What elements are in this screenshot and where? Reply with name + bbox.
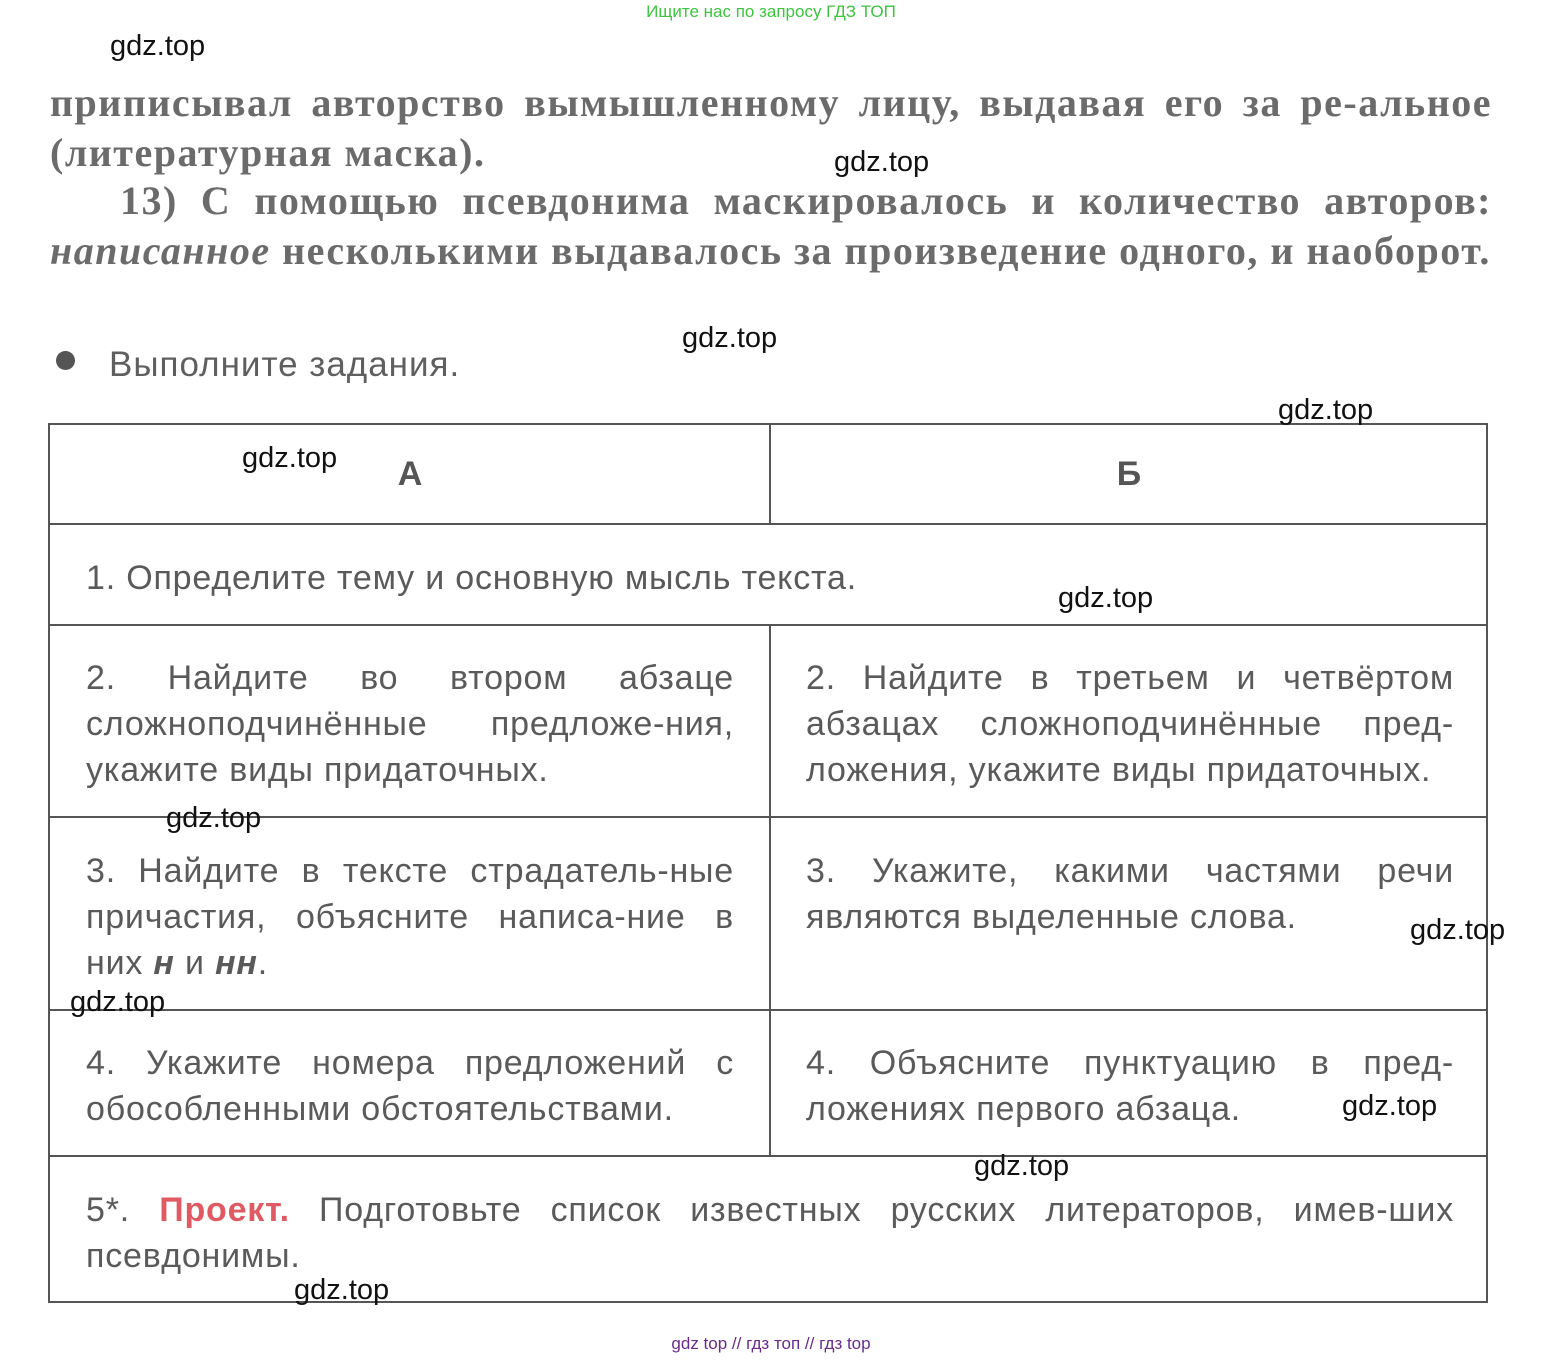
watermark: gdz.top	[1278, 394, 1374, 426]
paragraph-13	[50, 176, 1492, 276]
watermark: gdz.top	[166, 802, 262, 834]
task-4-b: 4. Объясните пунктуацию в пред-ложениях первого абзаца.	[806, 1044, 1454, 1128]
row-divider	[50, 1009, 1486, 1011]
instruction-line	[56, 345, 460, 385]
column-header-b: Б	[1116, 455, 1142, 493]
watermark: gdz.top	[682, 322, 778, 354]
row-divider	[50, 624, 1486, 626]
task-5-text: Подготовьте список известных русских литераторов, имев-ших псевдонимы.	[86, 1191, 1454, 1275]
instruction-text: Выполните задания.	[109, 345, 461, 384]
task-3-a-text: 3. Найдите в тексте страдатель-ные причастия, объясните написа-ние в них	[86, 852, 734, 982]
column-divider	[769, 624, 771, 1155]
italic-word: написанное	[50, 228, 271, 273]
tasks-table	[48, 423, 1488, 1303]
watermark: gdz.top	[974, 1150, 1070, 1182]
row-divider	[50, 523, 1486, 525]
watermark: gdz.top	[834, 146, 930, 178]
task-2-a: 2. Найдите во втором абзаце сложноподчинённые предложе-ния, укажите виды придаточных.	[86, 659, 734, 789]
task-3-a-end: .	[257, 944, 268, 982]
letter-n: н	[153, 944, 175, 982]
task-1: 1. Определите тему и основную мысль текста.	[86, 559, 857, 597]
watermark: gdz.top	[110, 30, 206, 62]
watermark: gdz.top	[242, 442, 338, 474]
task-5-project	[86, 1187, 1454, 1279]
row-divider	[50, 1155, 1486, 1157]
watermark: gdz.top	[294, 1274, 390, 1306]
watermark: gdz.top	[70, 986, 166, 1018]
bullet-icon	[56, 351, 75, 370]
column-header-a: А	[397, 455, 423, 493]
task-4-a: 4. Укажите номера предложений с обособленными обстоятельствами.	[86, 1044, 734, 1128]
project-label: Проект.	[159, 1191, 290, 1229]
letters-nn: нн	[215, 944, 258, 982]
row-divider	[50, 816, 1486, 818]
paragraph-literary-mask	[50, 78, 1492, 178]
paragraph-13-start: 13) С помощью псевдонима маскировалось и количество авторов:	[120, 178, 1492, 223]
task-5-number: 5*.	[86, 1191, 160, 1229]
task-3-a-and: и	[174, 944, 216, 982]
watermark: gdz.top	[1410, 914, 1506, 946]
paragraph-13-end: несколькими выдавалось за произведение одного, и наоборот.	[270, 228, 1491, 273]
task-3-b: 3. Укажите, какими частями речи являются выделенные слова.	[806, 852, 1454, 936]
task-3-a	[86, 848, 734, 986]
paragraph-1-text: приписывал авторство вымышленному лицу, выдавая его за ре-альное (литературная маска).	[50, 80, 1492, 175]
watermark: gdz.top	[1342, 1090, 1438, 1122]
footer-links: gdz top // гдз топ // гдз top	[671, 1334, 871, 1353]
top-banner: Ищите нас по запросу ГДЗ ТОП	[646, 2, 896, 21]
task-2-b: 2. Найдите в третьем и четвёртом абзацах сложноподчинённые пред-ложения, укажите виды придаточных.	[806, 659, 1454, 789]
watermark: gdz.top	[1058, 582, 1154, 614]
